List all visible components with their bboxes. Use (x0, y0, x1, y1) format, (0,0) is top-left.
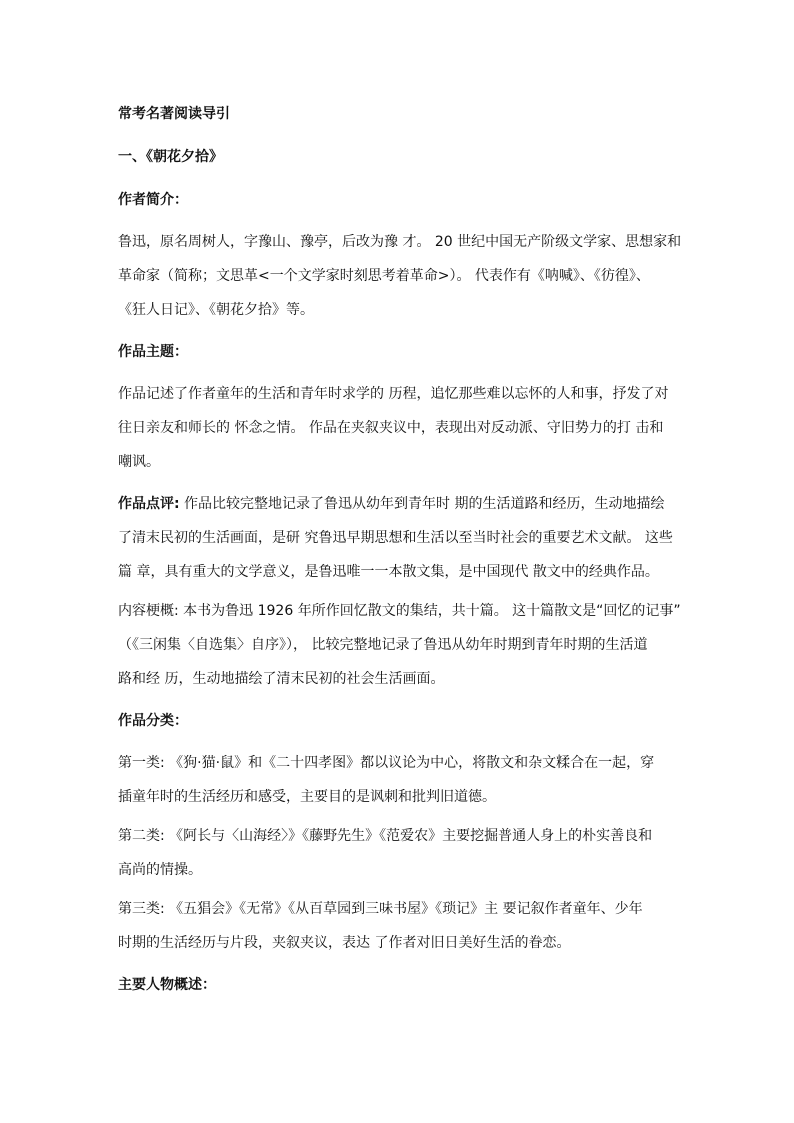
review-line: 篇 章，具有重大的文学意义，是鲁迅唯一一本散文集，是中国现代 散文中的经典作品。 (118, 564, 659, 580)
category1-paragraph (118, 753, 678, 807)
review-line: 了清末民初的生活画面，是研 究鲁迅早期思想和生活以至当时社会的重要艺术文献。 这些 (118, 530, 673, 546)
category2-paragraph (118, 826, 678, 880)
section-heading-zhaohua: 一、《朝花夕拾》 (118, 149, 223, 165)
author-label: 作者简介： (118, 192, 188, 208)
category3-line: 时期的生活经历与片段，夹叙夹议，表达 了作者对旧日美好生活的眷恋。 (118, 935, 571, 951)
review-label: 作品点评: (118, 496, 180, 512)
author-line: 革命家（简称；文思革<一个文学家时刻思考着革命>）。 代表作有《呐喊》、《彷徨》、 (118, 268, 650, 284)
author-line: 鲁迅，原名周树人，字豫山、豫亭，后改为豫 才。 20 世纪中国无产阶级文学家、思想家和 (118, 234, 682, 250)
review-line-first (118, 494, 678, 514)
category2-line: 高尚的情操。 (118, 862, 202, 878)
category3-paragraph (118, 899, 678, 953)
summary-line: 内容梗概: 本书为鲁迅 1926 年所作回忆散文的集结，共十篇。 这十篇散文是“回忆的记事” (118, 603, 681, 619)
category-label: 作品分类： (118, 713, 188, 729)
theme-line: 往日亲友和师长的 怀念之情。 作品在夹叙夹议中，表现出对反动派、守旧势力的打 击和 (118, 420, 664, 436)
category3-line: 第三类: 《五猖会》《无常》《从百草园到三味书屋》《琐记》主 要记叙作者童年、少年 (118, 901, 643, 917)
author-paragraph (118, 232, 682, 320)
author-line: 《狂人日记》、《朝花夕拾》等。 (118, 302, 314, 318)
summary-paragraph (118, 601, 681, 689)
summary-line: 路和经 历，生动地描绘了清末民初的社会生活画面。 (118, 671, 445, 687)
theme-label: 作品主题： (118, 344, 188, 360)
document-title: 常考名著阅读导引 (118, 106, 230, 122)
summary-line: （《三闲集〈自选集〉自序》）， 比较完整地记录了鲁迅从幼年时期到青年时期的生活道 (118, 637, 648, 653)
category1-line: 第一类: 《狗·猫·鼠》和《二十四孝图》都以议论为中心，将散文和杂文糅合在一起，穿 (118, 755, 655, 771)
review-text: 作品比较完整地记录了鲁迅从幼年到青年时 期的生活道路和经历，生动地描绘 (179, 496, 665, 512)
theme-line: 嘲讽。 (118, 454, 160, 470)
theme-paragraph (118, 384, 678, 472)
document-page (118, 104, 682, 995)
theme-line: 作品记述了作者童年的生活和青年时求学的 历程，追忆那些难以忘怀的人和事，抒发了对 (118, 386, 669, 402)
category1-line: 插童年时的生活经历和感受，主要目的是讽刺和批判旧道德。 (118, 789, 496, 805)
review-paragraph (118, 494, 678, 582)
category2-line: 第二类: 《阿长与〈山海经〉》《藤野先生》《范爱农》主要挖掘普通人身上的朴实善良和 (118, 828, 653, 844)
characters-label: 主要人物概述： (118, 977, 216, 993)
